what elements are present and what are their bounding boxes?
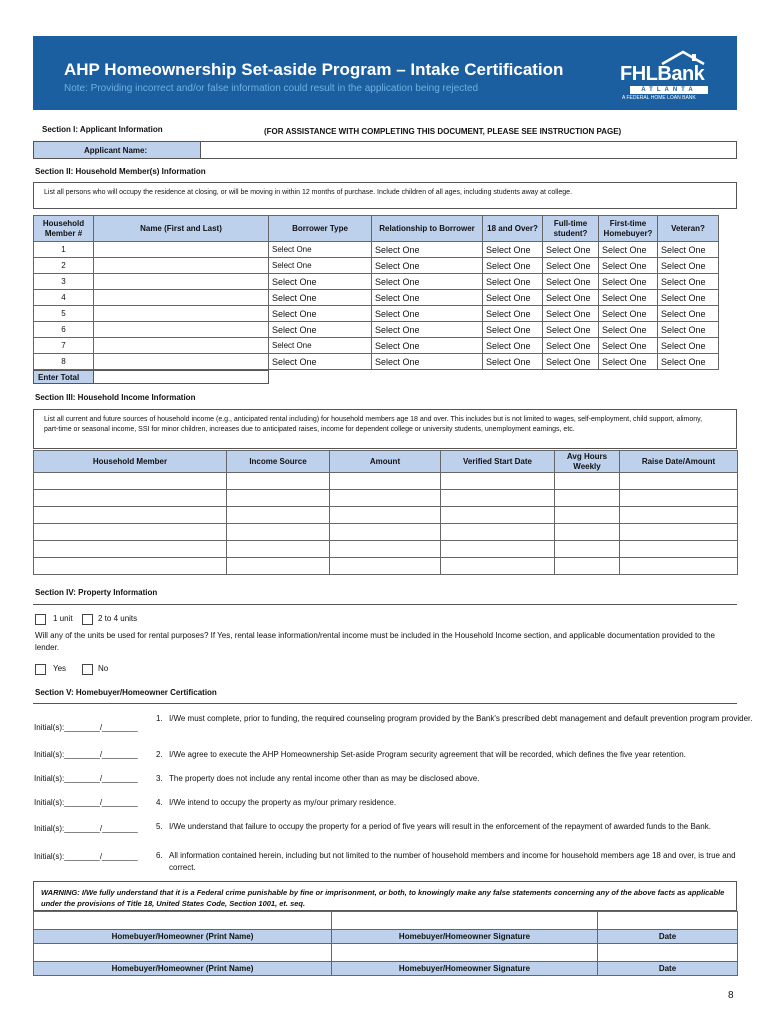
print-name-input-1[interactable] <box>34 912 332 930</box>
col-relationship: Relationship to Borrower <box>372 216 483 242</box>
print-name-label-1: Homebuyer/Homeowner (Print Name) <box>34 930 332 944</box>
borrower-type-select[interactable]: Select One <box>269 306 372 322</box>
cert-number-4: 4. <box>156 798 163 807</box>
one-unit-checkbox[interactable] <box>35 614 46 625</box>
income-cell[interactable] <box>555 490 620 507</box>
income-cell[interactable] <box>330 558 441 575</box>
income-cell[interactable] <box>227 507 330 524</box>
no-label: No <box>98 664 109 673</box>
member-number: 5 <box>34 306 94 322</box>
veteran-select[interactable]: Select One <box>658 274 719 290</box>
veteran-select[interactable]: Select One <box>658 322 719 338</box>
col-income-member: Household Member <box>34 451 227 473</box>
col-borrower-type: Borrower Type <box>269 216 372 242</box>
relationship-select[interactable]: Select One <box>372 258 483 274</box>
first-time-select[interactable]: Select One <box>599 306 658 322</box>
page-title: AHP Homeownership Set-aside Program – Intake Certification <box>64 60 564 79</box>
veteran-select[interactable]: Select One <box>658 354 719 370</box>
signature-table <box>33 911 738 976</box>
relationship-select[interactable]: Select One <box>372 338 483 354</box>
no-checkbox[interactable] <box>82 664 93 675</box>
fhlbank-logo <box>620 50 720 100</box>
col-veteran: Veteran? <box>658 216 719 242</box>
borrower-type-select[interactable]: Select One <box>269 242 372 258</box>
date-input-1[interactable] <box>598 912 738 930</box>
two-to-four-units-checkbox[interactable] <box>82 614 93 625</box>
income-cell[interactable] <box>330 541 441 558</box>
logo-city: ATLANTA <box>630 86 708 94</box>
initials-field-1[interactable]: Initial(s):________/________ <box>34 723 138 732</box>
col-name: Name (First and Last) <box>94 216 269 242</box>
income-cell[interactable] <box>227 524 330 541</box>
income-cell[interactable] <box>441 541 555 558</box>
cert-number-5: 5. <box>156 822 163 831</box>
section5-divider <box>33 703 737 704</box>
age-18-select[interactable]: Select One <box>483 354 543 370</box>
first-time-select[interactable]: Select One <box>599 290 658 306</box>
veteran-select[interactable]: Select One <box>658 338 719 354</box>
relationship-select[interactable]: Select One <box>372 242 483 258</box>
section2-instruction: List all persons who will occupy the residence at closing, or will be moving in within 12 months of purchase. Include children of all ages, including students away at college. <box>44 189 573 196</box>
two-to-four-units-label: 2 to 4 units <box>98 614 138 623</box>
section4-title: Section IV: Property Information <box>35 588 158 597</box>
first-time-select[interactable]: Select One <box>599 274 658 290</box>
initials-field-2[interactable]: Initial(s):________/________ <box>34 750 138 759</box>
header-banner <box>33 36 737 110</box>
section2-instruction-box <box>33 182 737 209</box>
student-select[interactable]: Select One <box>543 322 599 338</box>
age-18-select[interactable]: Select One <box>483 242 543 258</box>
income-cell[interactable] <box>34 541 227 558</box>
section3-instruction-box <box>33 409 737 449</box>
table-row <box>34 541 738 558</box>
income-cell[interactable] <box>441 524 555 541</box>
member-number: 2 <box>34 258 94 274</box>
income-cell[interactable] <box>620 490 738 507</box>
initials-field-4[interactable]: Initial(s):________/________ <box>34 798 138 807</box>
income-cell[interactable] <box>441 558 555 575</box>
first-time-select[interactable]: Select One <box>599 322 658 338</box>
table-row <box>34 322 719 338</box>
col-raise-date-amount: Raise Date/Amount <box>620 451 738 473</box>
borrower-type-select[interactable]: Select One <box>269 322 372 338</box>
borrower-type-select[interactable]: Select One <box>269 258 372 274</box>
member-number: 6 <box>34 322 94 338</box>
warning-box <box>33 881 737 911</box>
income-cell[interactable] <box>555 558 620 575</box>
table-row <box>34 274 719 290</box>
cert-number-3: 3. <box>156 774 163 783</box>
income-cell[interactable] <box>555 473 620 490</box>
page-number: 8 <box>728 990 734 1001</box>
initials-field-5[interactable]: Initial(s):________/________ <box>34 824 138 833</box>
applicant-name-label: Applicant Name: <box>84 146 148 155</box>
yes-label: Yes <box>53 664 67 673</box>
cert-text-3: The property does not include any rental income other than as may be disclosed above. <box>169 774 480 783</box>
student-select[interactable]: Select One <box>543 274 599 290</box>
age-18-select[interactable]: Select One <box>483 290 543 306</box>
borrower-type-select[interactable]: Select One <box>269 338 372 354</box>
income-cell[interactable] <box>441 507 555 524</box>
member-name-input[interactable] <box>94 274 269 290</box>
income-cell[interactable] <box>555 507 620 524</box>
date-input-2[interactable] <box>598 944 738 962</box>
rental-question: Will any of the units be used for rental purposes? If Yes, rental lease information/rental income must be included in the Household Income section, and applicable documentation provided to the lender. <box>35 631 715 652</box>
member-number: 4 <box>34 290 94 306</box>
age-18-select[interactable]: Select One <box>483 338 543 354</box>
relationship-select[interactable]: Select One <box>372 322 483 338</box>
income-cell[interactable] <box>441 473 555 490</box>
member-number: 3 <box>34 274 94 290</box>
first-time-select[interactable]: Select One <box>599 258 658 274</box>
income-cell[interactable] <box>34 490 227 507</box>
borrower-type-select[interactable]: Select One <box>269 274 372 290</box>
member-name-input[interactable] <box>94 290 269 306</box>
income-cell[interactable] <box>34 473 227 490</box>
income-cell[interactable] <box>34 524 227 541</box>
col-first-time-homebuyer: First-time Homebuyer? <box>599 216 658 242</box>
cert-text-6: All information contained herein, including but not limited to the number of household members and income for household members age 18 and over, is true and correct. <box>169 851 736 872</box>
income-cell[interactable] <box>441 490 555 507</box>
cert-text-2: I/We agree to execute the AHP Homeownership Set-aside Program security agreement that will be recorded, which defines the five year retention. <box>169 750 686 759</box>
section5-title: Section V: Homebuyer/Homeowner Certification <box>35 688 217 697</box>
member-number: 1 <box>34 242 94 258</box>
logo-text: FHLBank <box>620 63 705 85</box>
initials-field-3[interactable]: Initial(s):________/________ <box>34 774 138 783</box>
income-cell[interactable] <box>620 524 738 541</box>
veteran-select[interactable]: Select One <box>658 290 719 306</box>
table-row <box>34 338 719 354</box>
income-cell[interactable] <box>34 507 227 524</box>
section2-title: Section II: Household Member(s) Information <box>35 167 206 176</box>
col-18-and-over: 18 and Over? <box>483 216 543 242</box>
cert-number-1: 1. <box>156 714 163 723</box>
warning-text: WARNING: I/We fully understand that it is a Federal crime punishable by fine or imprisonment, or both, to knowingly make any false statements concerning any of the above facts as applicable under the provisions of Title 18, United States Code, Section 1001, et. seq. <box>41 888 725 908</box>
table-row <box>34 242 719 258</box>
table-row <box>34 507 738 524</box>
member-name-input[interactable] <box>94 322 269 338</box>
signature-input-1[interactable] <box>332 912 598 930</box>
applicant-name-input[interactable] <box>200 141 737 159</box>
veteran-select[interactable]: Select One <box>658 306 719 322</box>
section3-title: Section III: Household Income Information <box>35 393 196 402</box>
member-name-input[interactable] <box>94 354 269 370</box>
enter-total-input[interactable] <box>93 370 269 384</box>
student-select[interactable]: Select One <box>543 242 599 258</box>
relationship-select[interactable]: Select One <box>372 274 483 290</box>
income-cell[interactable] <box>620 473 738 490</box>
member-name-input[interactable] <box>94 258 269 274</box>
table-row <box>34 306 719 322</box>
section1-title: Section I: Applicant Information <box>42 125 163 134</box>
table-row <box>34 290 719 306</box>
col-verified-start-date: Verified Start Date <box>441 451 555 473</box>
student-select[interactable]: Select One <box>543 290 599 306</box>
signature-label-2: Homebuyer/Homeowner Signature <box>332 962 598 976</box>
age-18-select[interactable]: Select One <box>483 322 543 338</box>
print-name-label-2: Homebuyer/Homeowner (Print Name) <box>34 962 332 976</box>
student-select[interactable]: Select One <box>543 306 599 322</box>
date-label-1: Date <box>598 930 738 944</box>
assistance-note: (FOR ASSISTANCE WITH COMPLETING THIS DOCUMENT, PLEASE SEE INSTRUCTION PAGE) <box>264 127 622 136</box>
cert-text-5: I/We understand that failure to occupy the property for a period of five years will result in the enforcement of the repayment of awarded funds to the Bank. <box>169 822 711 831</box>
veteran-select[interactable]: Select One <box>658 242 719 258</box>
first-time-select[interactable]: Select One <box>599 354 658 370</box>
student-select[interactable]: Select One <box>543 354 599 370</box>
one-unit-label: 1 unit <box>53 614 73 623</box>
table-row <box>34 490 738 507</box>
table-row <box>34 473 738 490</box>
student-select[interactable]: Select One <box>543 258 599 274</box>
member-name-input[interactable] <box>94 338 269 354</box>
col-income-source: Income Source <box>227 451 330 473</box>
cert-number-2: 2. <box>156 750 163 759</box>
initials-field-6[interactable]: Initial(s):________/________ <box>34 852 138 861</box>
col-full-time-student: Full-time student? <box>543 216 599 242</box>
member-number: 7 <box>34 338 94 354</box>
col-amount: Amount <box>330 451 441 473</box>
col-avg-hours-weekly: Avg Hours Weekly <box>555 451 620 473</box>
income-cell[interactable] <box>330 507 441 524</box>
table-row <box>34 558 738 575</box>
age-18-select[interactable]: Select One <box>483 274 543 290</box>
income-cell[interactable] <box>330 524 441 541</box>
enter-total-label: Enter Total <box>38 373 80 382</box>
student-select[interactable]: Select One <box>543 338 599 354</box>
member-number: 8 <box>34 354 94 370</box>
age-18-select[interactable]: Select One <box>483 258 543 274</box>
print-name-input-2[interactable] <box>34 944 332 962</box>
relationship-select[interactable]: Select One <box>372 306 483 322</box>
logo-subtitle: A FEDERAL HOME LOAN BANK <box>622 95 696 101</box>
veteran-select[interactable]: Select One <box>658 258 719 274</box>
table-row <box>34 524 738 541</box>
first-time-select[interactable]: Select One <box>599 242 658 258</box>
first-time-select[interactable]: Select One <box>599 338 658 354</box>
cert-number-6: 6. <box>156 851 163 860</box>
income-cell[interactable] <box>620 558 738 575</box>
income-cell[interactable] <box>227 490 330 507</box>
household-member-table <box>33 215 719 370</box>
signature-label-1: Homebuyer/Homeowner Signature <box>332 930 598 944</box>
cert-text-1: I/We must complete, prior to funding, the required counseling program provided by the Bank's prescribed debt management and default prevention program provider. <box>169 714 753 723</box>
income-cell[interactable] <box>555 541 620 558</box>
income-cell[interactable] <box>227 558 330 575</box>
header-note: Note: Providing incorrect and/or false information could result in the application being rejected <box>64 83 479 94</box>
income-cell[interactable] <box>227 541 330 558</box>
table-row <box>34 258 719 274</box>
table-row <box>34 354 719 370</box>
household-income-table <box>33 450 738 575</box>
income-cell[interactable] <box>330 490 441 507</box>
income-cell[interactable] <box>330 473 441 490</box>
col-household-member: Household Member # <box>34 216 94 242</box>
income-cell[interactable] <box>620 507 738 524</box>
cert-text-4: I/We intend to occupy the property as my/our primary residence. <box>169 798 397 807</box>
yes-checkbox[interactable] <box>35 664 46 675</box>
income-cell[interactable] <box>34 558 227 575</box>
enter-total-label-cell <box>33 370 94 384</box>
section4-divider <box>33 604 737 605</box>
applicant-name-label-cell <box>33 141 201 159</box>
borrower-type-select[interactable]: Select One <box>269 290 372 306</box>
section3-instruction: List all current and future sources of household income (e.g., anticipated rental including) for household members age 18 and over. This includes but is not limited to wages, self-employment, child support, alimony, part-time or seasonal income, SSI for minor children, increases due to anticipated raises, income for dependent college or university students, unemployment earnings, etc. <box>44 416 703 433</box>
signature-input-2[interactable] <box>332 944 598 962</box>
income-cell[interactable] <box>620 541 738 558</box>
member-name-input[interactable] <box>94 306 269 322</box>
member-name-input[interactable] <box>94 242 269 258</box>
income-cell[interactable] <box>555 524 620 541</box>
income-cell[interactable] <box>227 473 330 490</box>
age-18-select[interactable]: Select One <box>483 306 543 322</box>
relationship-select[interactable]: Select One <box>372 354 483 370</box>
relationship-select[interactable]: Select One <box>372 290 483 306</box>
date-label-2: Date <box>598 962 738 976</box>
borrower-type-select[interactable]: Select One <box>269 354 372 370</box>
